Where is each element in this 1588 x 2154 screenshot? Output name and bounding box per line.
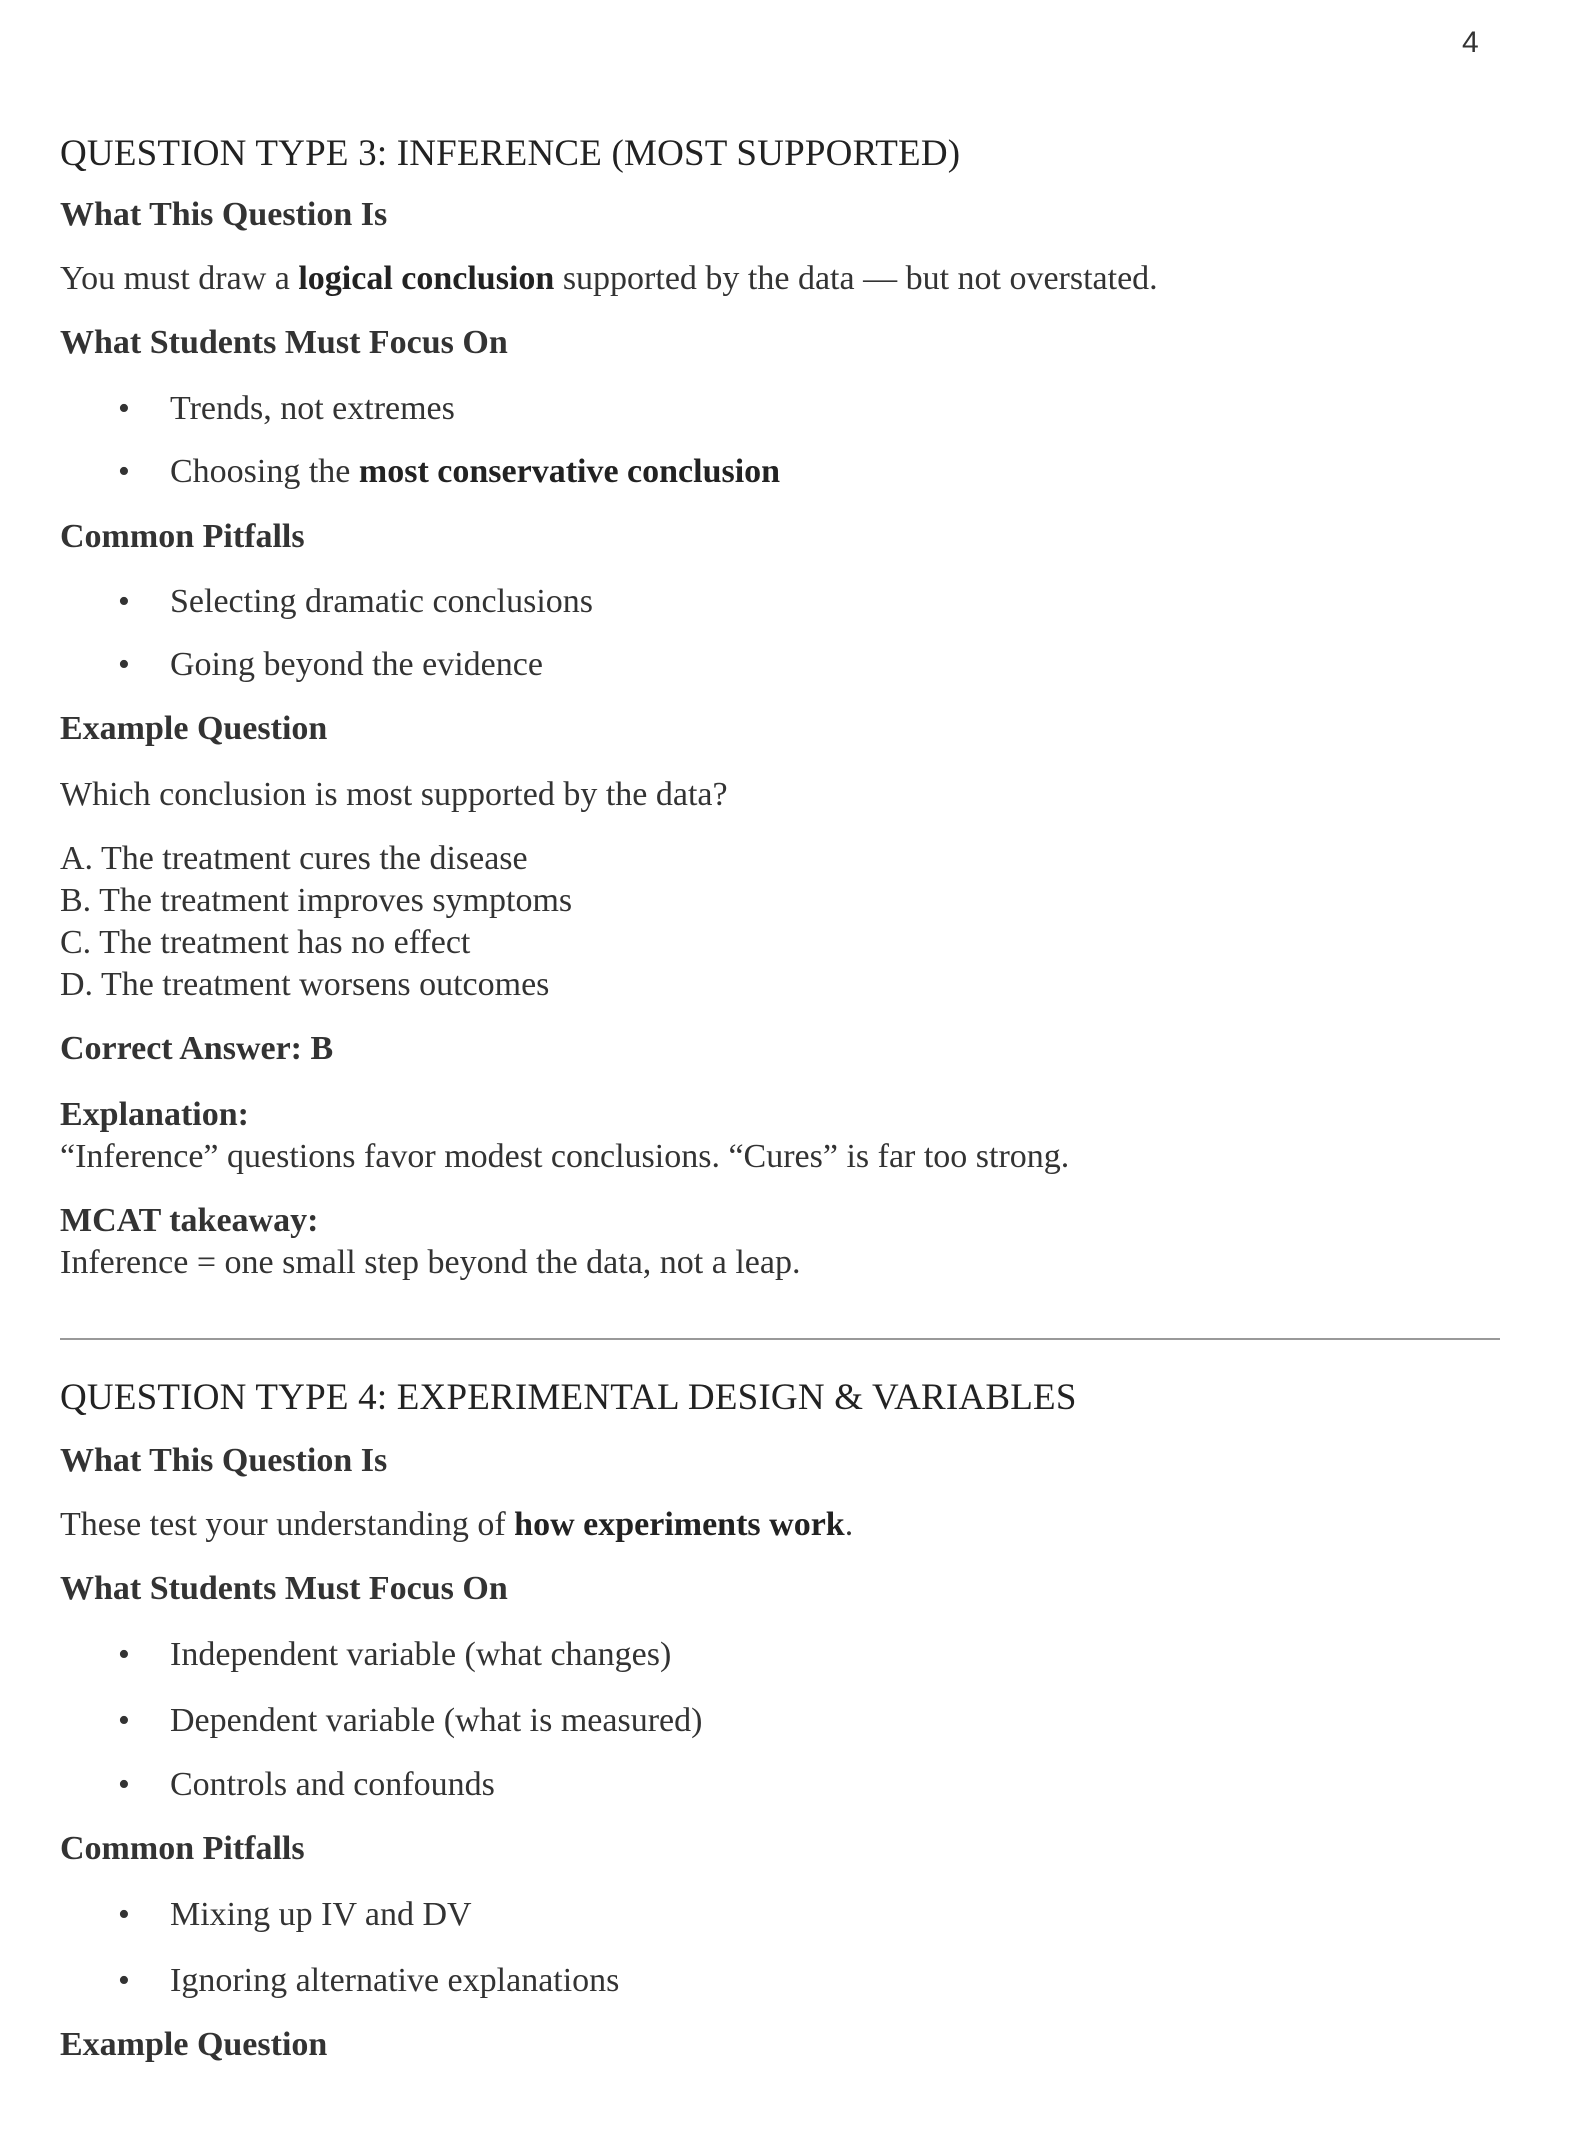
what-text [60, 1506, 853, 1544]
explanation-text: “Inference” questions favor modest conclusions. “Cures” is far too strong. [60, 1138, 1070, 1175]
example-question: Which conclusion is most supported by the data? [60, 776, 728, 813]
bullet-icon: • [118, 583, 130, 620]
explanation-label: Explanation: [60, 1096, 249, 1133]
option-b: B. The treatment improves symptoms [60, 882, 573, 919]
focus-label: What Students Must Focus On [60, 1570, 508, 1607]
correct-answer: Correct Answer: B [60, 1030, 334, 1067]
bullet-icon: • [118, 1766, 130, 1803]
takeaway-label: MCAT takeaway: [60, 1202, 319, 1239]
section-3-heading: QUESTION TYPE 3: INFERENCE (MOST SUPPORTED) [60, 133, 961, 174]
section-divider [60, 1338, 1500, 1340]
focus-item-2-pre: Choosing the [170, 453, 359, 490]
option-d: D. The treatment worsens outcomes [60, 966, 550, 1003]
focus-item-2: Dependent variable (what is measured) [170, 1702, 703, 1739]
option-c: C. The treatment has no effect [60, 924, 471, 961]
takeaway-text: Inference = one small step beyond the data, not a leap. [60, 1244, 801, 1281]
what-text-post: supported by the data — but not overstated. [554, 260, 1158, 297]
what-text-post: . [844, 1506, 854, 1543]
pitfall-item-2: Ignoring alternative explanations [170, 1962, 620, 1999]
bullet-icon: • [118, 453, 130, 490]
focus-item-1: Trends, not extremes [170, 390, 455, 427]
example-label: Example Question [60, 2026, 328, 2063]
what-text-bold: how experiments work [514, 1506, 845, 1543]
bullet-icon: • [118, 646, 130, 683]
pitfall-item-1: Mixing up IV and DV [170, 1896, 472, 1933]
focus-item-1: Independent variable (what changes) [170, 1636, 672, 1673]
bullet-icon: • [118, 1962, 130, 1999]
what-text-pre: You must draw a [60, 260, 299, 297]
bullet-icon: • [118, 1702, 130, 1739]
focus-label: What Students Must Focus On [60, 324, 508, 361]
bullet-icon: • [118, 390, 130, 427]
what-text-pre: These test your understanding of [60, 1506, 515, 1543]
pitfalls-label: Common Pitfalls [60, 518, 305, 555]
focus-item-2 [170, 453, 780, 491]
bullet-icon: • [118, 1636, 130, 1673]
pitfall-item-1: Selecting dramatic conclusions [170, 583, 593, 620]
option-a: A. The treatment cures the disease [60, 840, 528, 877]
what-label: What This Question Is [60, 196, 388, 233]
pitfalls-label: Common Pitfalls [60, 1830, 305, 1867]
section-4-heading: QUESTION TYPE 4: EXPERIMENTAL DESIGN & VARIABLES [60, 1377, 1077, 1418]
what-label: What This Question Is [60, 1442, 388, 1479]
focus-item-3: Controls and confounds [170, 1766, 495, 1803]
focus-item-2-bold: most conservative conclusion [358, 453, 781, 490]
what-text-bold: logical conclusion [298, 260, 555, 297]
what-text [60, 260, 1158, 298]
bullet-icon: • [118, 1896, 130, 1933]
page-number: 4 [1462, 26, 1479, 59]
pitfall-item-2: Going beyond the evidence [170, 646, 543, 683]
example-label: Example Question [60, 710, 328, 747]
